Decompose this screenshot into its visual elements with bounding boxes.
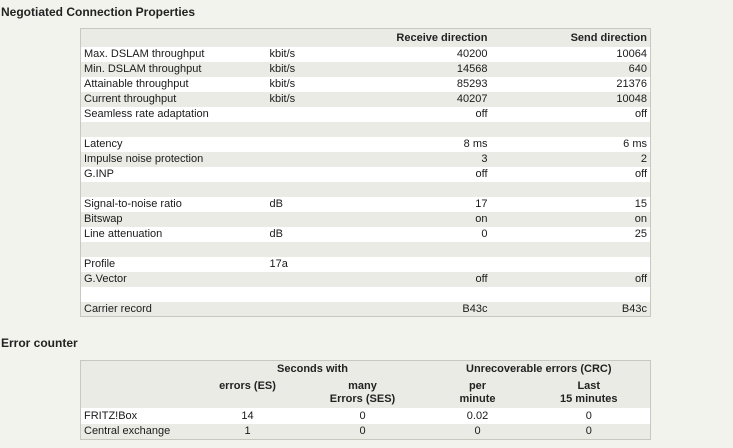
- property-unit: dB: [269, 228, 283, 240]
- property-receive-value: [379, 122, 491, 137]
- property-unit: [267, 212, 379, 227]
- property-unit: kbit/s: [269, 78, 296, 90]
- property-receive-value: 40207: [456, 93, 488, 105]
- col-many-errors-ses: [298, 378, 428, 408]
- col-last-line1: Last: [577, 379, 601, 392]
- property-receive-value: [379, 242, 491, 257]
- property-send-value: [491, 122, 651, 137]
- errors-row: [81, 424, 651, 440]
- property-receive-value: B43c: [462, 302, 488, 315]
- property-unit: [267, 107, 379, 122]
- col-last-15-minutes: [528, 378, 651, 408]
- errors-row: [81, 408, 651, 424]
- col-last-line2: 15 minutes: [560, 392, 618, 405]
- header-label-blank: [81, 29, 267, 47]
- property-receive-value: off: [475, 108, 488, 120]
- property-label: Impulse noise protection: [84, 153, 204, 165]
- property-send-value: 21376: [616, 78, 647, 90]
- errors-ses-value: 0: [359, 425, 366, 438]
- header-send-direction: Send direction: [570, 31, 647, 44]
- props-row: [81, 302, 651, 317]
- col-errors-es-text: errors (ES): [219, 379, 276, 392]
- property-unit: kbit/s: [269, 48, 296, 60]
- props-row: [81, 137, 651, 152]
- col-per-line2: minute: [459, 392, 496, 405]
- property-receive-value: [379, 257, 491, 272]
- property-unit: [267, 302, 379, 317]
- property-unit: kbit/s: [269, 93, 296, 105]
- property-label: [81, 122, 267, 137]
- errors-per-minute-value: 0: [474, 425, 481, 438]
- col-per-minute: [428, 378, 528, 408]
- props-row: [81, 47, 651, 62]
- errors-ses-value: 0: [359, 409, 366, 422]
- property-receive-value: 85293: [456, 78, 488, 90]
- property-send-value: off: [634, 168, 647, 180]
- property-unit: [267, 182, 379, 197]
- errors-col-blank: [81, 378, 198, 408]
- group-unrecoverable-crc: Unrecoverable errors (CRC): [466, 362, 612, 375]
- connection-properties-table: [80, 28, 651, 317]
- property-send-value: 25: [634, 228, 647, 240]
- errors-last15-value: 0: [585, 409, 592, 422]
- property-label: Attainable throughput: [84, 78, 189, 90]
- property-send-value: 10048: [616, 93, 647, 105]
- props-row: [81, 152, 651, 167]
- header-receive-direction: Receive direction: [396, 31, 488, 44]
- property-send-value: 2: [640, 153, 647, 165]
- property-unit: [267, 152, 379, 167]
- props-row: [81, 197, 651, 212]
- errors-row-label: FRITZ!Box: [84, 409, 138, 422]
- props-row: [81, 257, 651, 272]
- props-row: [81, 107, 651, 122]
- props-row: [81, 62, 651, 77]
- property-label: Signal-to-noise ratio: [84, 198, 182, 210]
- property-label: Line attenuation: [84, 228, 163, 240]
- property-receive-value: on: [475, 213, 488, 225]
- property-label: [81, 242, 267, 257]
- props-row: [81, 122, 651, 137]
- property-unit: dB: [269, 198, 283, 210]
- group-seconds-with: Seconds with: [277, 362, 348, 375]
- property-label: [81, 287, 267, 302]
- property-unit: [267, 242, 379, 257]
- props-row: [81, 77, 651, 92]
- property-receive-value: off: [475, 273, 488, 285]
- property-receive-value: 0: [481, 228, 488, 240]
- property-label: Current throughput: [84, 93, 177, 105]
- property-unit: [267, 122, 379, 137]
- property-send-value: B43c: [621, 302, 647, 315]
- props-header-row: [81, 29, 651, 47]
- errors-es-value: 14: [241, 409, 254, 422]
- property-send-value: [491, 242, 651, 257]
- property-receive-value: 40200: [456, 48, 488, 60]
- property-unit: [267, 167, 379, 182]
- props-row: [81, 227, 651, 242]
- property-receive-value: 17: [475, 198, 488, 210]
- props-row: [81, 182, 651, 197]
- property-label: Min. DSLAM throughput: [84, 63, 202, 75]
- props-row: [81, 212, 651, 227]
- property-send-value: [491, 257, 651, 272]
- col-errors-es: [198, 378, 298, 408]
- props-row: [81, 92, 651, 107]
- property-send-value: [491, 182, 651, 197]
- property-label: Bitswap: [84, 213, 123, 225]
- errors-last15-value: 0: [585, 425, 592, 438]
- property-receive-value: 3: [481, 153, 488, 165]
- property-unit: [267, 287, 379, 302]
- props-row: [81, 272, 651, 287]
- property-receive-value: 14568: [456, 63, 488, 75]
- property-send-value: 6 ms: [623, 138, 647, 150]
- props-row: [81, 287, 651, 302]
- col-ses-line2: Errors (SES): [329, 392, 396, 405]
- props-section-title: Negotiated Connection Properties: [1, 5, 196, 19]
- property-unit: [267, 272, 379, 287]
- property-send-value: [491, 287, 651, 302]
- props-row: [81, 167, 651, 182]
- property-send-value: 10064: [616, 48, 647, 60]
- header-unit-blank: [267, 29, 379, 47]
- property-unit: kbit/s: [269, 63, 296, 75]
- errors-es-value: 1: [244, 425, 251, 438]
- property-label: Profile: [84, 258, 116, 270]
- property-receive-value: off: [475, 168, 488, 180]
- errors-column-header-row: [81, 378, 651, 408]
- property-unit: 17a: [269, 258, 288, 270]
- property-label: G.INP: [84, 168, 114, 180]
- property-send-value: off: [634, 108, 647, 120]
- errors-group-header-row: [81, 361, 651, 378]
- property-label: G.Vector: [84, 273, 127, 285]
- errors-section-title: Error counter: [1, 336, 78, 350]
- col-per-line1: per: [468, 379, 487, 392]
- property-unit: [267, 137, 379, 152]
- col-ses-line1: many: [348, 379, 377, 392]
- props-row: [81, 242, 651, 257]
- property-label: Carrier record: [84, 302, 152, 315]
- property-label: [81, 182, 267, 197]
- errors-per-minute-value: 0.02: [466, 409, 489, 422]
- property-label: Latency: [84, 138, 123, 150]
- errors-group-blank: [81, 361, 198, 378]
- errors-row-label: Central exchange: [84, 425, 171, 438]
- error-counter-table: [80, 360, 651, 440]
- property-send-value: on: [634, 213, 647, 225]
- property-receive-value: [379, 182, 491, 197]
- property-send-value: off: [634, 273, 647, 285]
- property-label: Seamless rate adaptation: [84, 108, 209, 120]
- property-label: Max. DSLAM throughput: [84, 48, 205, 60]
- property-receive-value: 8 ms: [463, 138, 488, 150]
- property-send-value: 15: [634, 198, 647, 210]
- property-send-value: 640: [628, 63, 647, 75]
- property-receive-value: [379, 287, 491, 302]
